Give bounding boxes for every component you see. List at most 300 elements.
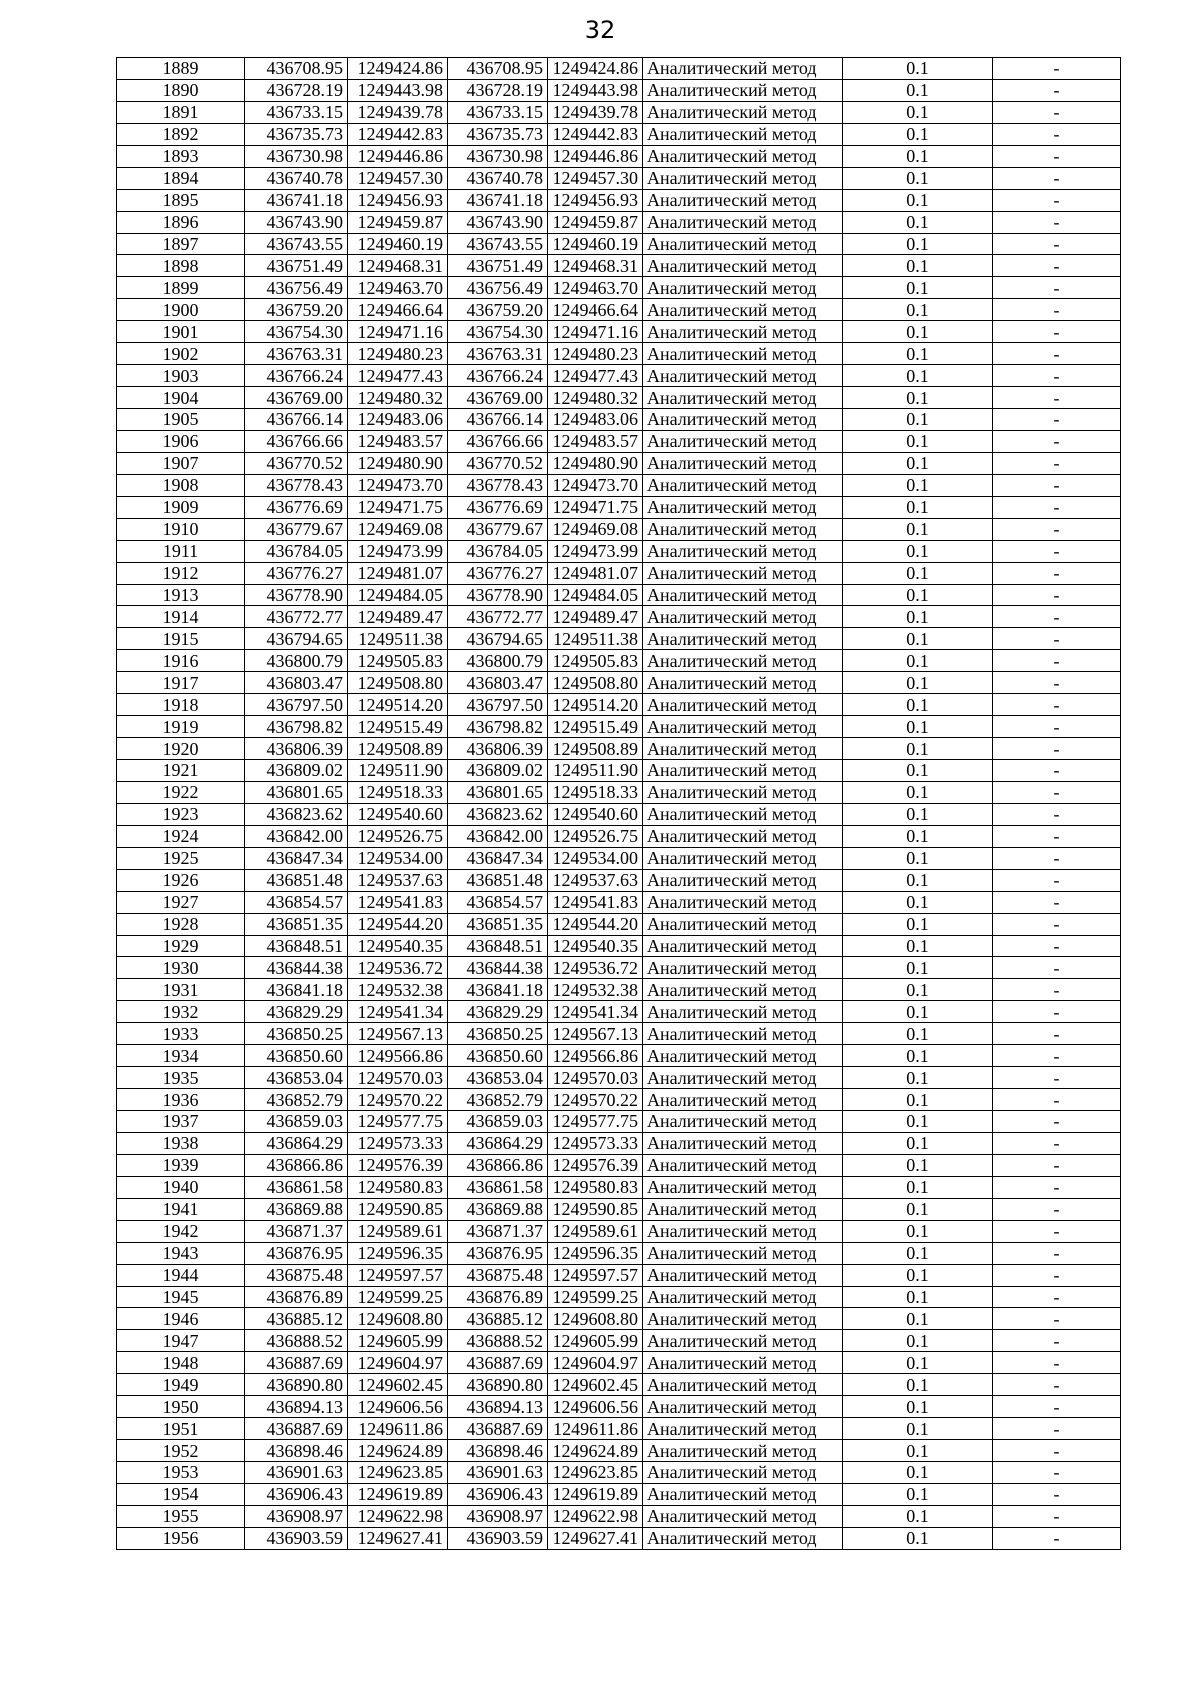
table-row bbox=[117, 1396, 1121, 1418]
point-number-cell: 1942 bbox=[117, 1220, 245, 1242]
x-coordinate-cell: 436735.73 bbox=[245, 123, 348, 145]
x-coordinate-repeat-cell: 436885.12 bbox=[448, 1308, 548, 1330]
x-coordinate-repeat-cell: 436901.63 bbox=[448, 1462, 548, 1484]
accuracy-cell: 0.1 bbox=[843, 496, 993, 518]
point-number-cell: 1954 bbox=[117, 1483, 245, 1505]
x-coordinate-cell: 436848.51 bbox=[245, 935, 348, 957]
y-coordinate-cell: 1249540.35 bbox=[348, 935, 448, 957]
method-cell: Аналитический метод bbox=[643, 1176, 843, 1198]
point-number-cell: 1917 bbox=[117, 672, 245, 694]
method-cell: Аналитический метод bbox=[643, 1198, 843, 1220]
x-coordinate-cell: 436851.48 bbox=[245, 869, 348, 891]
y-coordinate-repeat-cell: 1249511.38 bbox=[548, 628, 643, 650]
note-cell: - bbox=[993, 1023, 1121, 1045]
method-cell: Аналитический метод bbox=[643, 233, 843, 255]
y-coordinate-cell: 1249473.99 bbox=[348, 540, 448, 562]
table-row bbox=[117, 387, 1121, 409]
x-coordinate-repeat-cell: 436876.89 bbox=[448, 1286, 548, 1308]
accuracy-cell: 0.1 bbox=[843, 1132, 993, 1154]
y-coordinate-cell: 1249540.60 bbox=[348, 803, 448, 825]
y-coordinate-repeat-cell: 1249540.35 bbox=[548, 935, 643, 957]
x-coordinate-repeat-cell: 436887.69 bbox=[448, 1352, 548, 1374]
table-row bbox=[117, 277, 1121, 299]
x-coordinate-repeat-cell: 436735.73 bbox=[448, 123, 548, 145]
note-cell: - bbox=[993, 540, 1121, 562]
method-cell: Аналитический метод bbox=[643, 1462, 843, 1484]
x-coordinate-repeat-cell: 436754.30 bbox=[448, 321, 548, 343]
point-number-cell: 1953 bbox=[117, 1462, 245, 1484]
x-coordinate-cell: 436908.97 bbox=[245, 1505, 348, 1527]
accuracy-cell: 0.1 bbox=[843, 409, 993, 431]
y-coordinate-cell: 1249570.03 bbox=[348, 1067, 448, 1089]
x-coordinate-repeat-cell: 436743.90 bbox=[448, 211, 548, 233]
method-cell: Аналитический метод bbox=[643, 825, 843, 847]
point-number-cell: 1951 bbox=[117, 1418, 245, 1440]
note-cell: - bbox=[993, 299, 1121, 321]
x-coordinate-cell: 436829.29 bbox=[245, 1001, 348, 1023]
point-number-cell: 1956 bbox=[117, 1527, 245, 1549]
point-number-cell: 1950 bbox=[117, 1396, 245, 1418]
y-coordinate-repeat-cell: 1249480.90 bbox=[548, 452, 643, 474]
x-coordinate-cell: 436759.20 bbox=[245, 299, 348, 321]
method-cell: Аналитический метод bbox=[643, 1132, 843, 1154]
x-coordinate-repeat-cell: 436841.18 bbox=[448, 979, 548, 1001]
table-row bbox=[117, 58, 1121, 80]
note-cell: - bbox=[993, 1264, 1121, 1286]
accuracy-cell: 0.1 bbox=[843, 167, 993, 189]
y-coordinate-repeat-cell: 1249489.47 bbox=[548, 606, 643, 628]
y-coordinate-cell: 1249466.64 bbox=[348, 299, 448, 321]
accuracy-cell: 0.1 bbox=[843, 1330, 993, 1352]
accuracy-cell: 0.1 bbox=[843, 277, 993, 299]
y-coordinate-repeat-cell: 1249473.70 bbox=[548, 474, 643, 496]
x-coordinate-cell: 436800.79 bbox=[245, 650, 348, 672]
point-number-cell: 1911 bbox=[117, 540, 245, 562]
note-cell: - bbox=[993, 277, 1121, 299]
x-coordinate-repeat-cell: 436894.13 bbox=[448, 1396, 548, 1418]
accuracy-cell: 0.1 bbox=[843, 299, 993, 321]
y-coordinate-cell: 1249573.33 bbox=[348, 1132, 448, 1154]
method-cell: Аналитический метод bbox=[643, 1264, 843, 1286]
point-number-cell: 1915 bbox=[117, 628, 245, 650]
note-cell: - bbox=[993, 716, 1121, 738]
note-cell: - bbox=[993, 1001, 1121, 1023]
accuracy-cell: 0.1 bbox=[843, 540, 993, 562]
y-coordinate-repeat-cell: 1249544.20 bbox=[548, 913, 643, 935]
x-coordinate-repeat-cell: 436770.52 bbox=[448, 452, 548, 474]
x-coordinate-repeat-cell: 436728.19 bbox=[448, 79, 548, 101]
point-number-cell: 1939 bbox=[117, 1154, 245, 1176]
x-coordinate-repeat-cell: 436829.29 bbox=[448, 1001, 548, 1023]
x-coordinate-cell: 436906.43 bbox=[245, 1483, 348, 1505]
note-cell: - bbox=[993, 474, 1121, 496]
x-coordinate-cell: 436740.78 bbox=[245, 167, 348, 189]
accuracy-cell: 0.1 bbox=[843, 1220, 993, 1242]
y-coordinate-cell: 1249599.25 bbox=[348, 1286, 448, 1308]
accuracy-cell: 0.1 bbox=[843, 1089, 993, 1111]
y-coordinate-repeat-cell: 1249469.08 bbox=[548, 518, 643, 540]
x-coordinate-repeat-cell: 436864.29 bbox=[448, 1132, 548, 1154]
point-number-cell: 1902 bbox=[117, 343, 245, 365]
table-row bbox=[117, 233, 1121, 255]
x-coordinate-cell: 436850.25 bbox=[245, 1023, 348, 1045]
method-cell: Аналитический метод bbox=[643, 167, 843, 189]
y-coordinate-cell: 1249471.16 bbox=[348, 321, 448, 343]
table-row bbox=[117, 935, 1121, 957]
table-row bbox=[117, 781, 1121, 803]
x-coordinate-repeat-cell: 436850.25 bbox=[448, 1023, 548, 1045]
note-cell: - bbox=[993, 189, 1121, 211]
note-cell: - bbox=[993, 1330, 1121, 1352]
y-coordinate-cell: 1249459.87 bbox=[348, 211, 448, 233]
x-coordinate-repeat-cell: 436740.78 bbox=[448, 167, 548, 189]
note-cell: - bbox=[993, 760, 1121, 782]
y-coordinate-repeat-cell: 1249570.03 bbox=[548, 1067, 643, 1089]
x-coordinate-repeat-cell: 436842.00 bbox=[448, 825, 548, 847]
x-coordinate-cell: 436887.69 bbox=[245, 1352, 348, 1374]
note-cell: - bbox=[993, 1242, 1121, 1264]
note-cell: - bbox=[993, 584, 1121, 606]
x-coordinate-cell: 436851.35 bbox=[245, 913, 348, 935]
table-row bbox=[117, 518, 1121, 540]
accuracy-cell: 0.1 bbox=[843, 430, 993, 452]
accuracy-cell: 0.1 bbox=[843, 694, 993, 716]
y-coordinate-repeat-cell: 1249540.60 bbox=[548, 803, 643, 825]
y-coordinate-cell: 1249541.83 bbox=[348, 891, 448, 913]
y-coordinate-cell: 1249619.89 bbox=[348, 1483, 448, 1505]
x-coordinate-repeat-cell: 436766.66 bbox=[448, 430, 548, 452]
y-coordinate-repeat-cell: 1249622.98 bbox=[548, 1505, 643, 1527]
method-cell: Аналитический метод bbox=[643, 913, 843, 935]
method-cell: Аналитический метод bbox=[643, 1527, 843, 1549]
table-row bbox=[117, 123, 1121, 145]
point-number-cell: 1913 bbox=[117, 584, 245, 606]
point-number-cell: 1891 bbox=[117, 101, 245, 123]
note-cell: - bbox=[993, 847, 1121, 869]
note-cell: - bbox=[993, 123, 1121, 145]
note-cell: - bbox=[993, 694, 1121, 716]
y-coordinate-repeat-cell: 1249456.93 bbox=[548, 189, 643, 211]
y-coordinate-cell: 1249483.57 bbox=[348, 430, 448, 452]
x-coordinate-cell: 436776.69 bbox=[245, 496, 348, 518]
table-row bbox=[117, 167, 1121, 189]
accuracy-cell: 0.1 bbox=[843, 760, 993, 782]
x-coordinate-cell: 436859.03 bbox=[245, 1111, 348, 1133]
point-number-cell: 1955 bbox=[117, 1505, 245, 1527]
x-coordinate-cell: 436803.47 bbox=[245, 672, 348, 694]
table-row bbox=[117, 1132, 1121, 1154]
method-cell: Аналитический метод bbox=[643, 650, 843, 672]
point-number-cell: 1924 bbox=[117, 825, 245, 847]
note-cell: - bbox=[993, 1374, 1121, 1396]
y-coordinate-repeat-cell: 1249505.83 bbox=[548, 650, 643, 672]
note-cell: - bbox=[993, 781, 1121, 803]
note-cell: - bbox=[993, 1132, 1121, 1154]
y-coordinate-repeat-cell: 1249515.49 bbox=[548, 716, 643, 738]
x-coordinate-cell: 436756.49 bbox=[245, 277, 348, 299]
accuracy-cell: 0.1 bbox=[843, 1352, 993, 1374]
x-coordinate-repeat-cell: 436779.67 bbox=[448, 518, 548, 540]
x-coordinate-cell: 436869.88 bbox=[245, 1198, 348, 1220]
accuracy-cell: 0.1 bbox=[843, 189, 993, 211]
x-coordinate-cell: 436854.57 bbox=[245, 891, 348, 913]
y-coordinate-cell: 1249471.75 bbox=[348, 496, 448, 518]
table-row bbox=[117, 1374, 1121, 1396]
point-number-cell: 1946 bbox=[117, 1308, 245, 1330]
method-cell: Аналитический метод bbox=[643, 321, 843, 343]
table-row bbox=[117, 255, 1121, 277]
note-cell: - bbox=[993, 430, 1121, 452]
y-coordinate-cell: 1249566.86 bbox=[348, 1045, 448, 1067]
y-coordinate-cell: 1249483.06 bbox=[348, 409, 448, 431]
x-coordinate-repeat-cell: 436798.82 bbox=[448, 716, 548, 738]
note-cell: - bbox=[993, 1154, 1121, 1176]
note-cell: - bbox=[993, 1527, 1121, 1549]
y-coordinate-cell: 1249477.43 bbox=[348, 365, 448, 387]
x-coordinate-repeat-cell: 436772.77 bbox=[448, 606, 548, 628]
method-cell: Аналитический метод bbox=[643, 496, 843, 518]
y-coordinate-repeat-cell: 1249481.07 bbox=[548, 562, 643, 584]
method-cell: Аналитический метод bbox=[643, 1242, 843, 1264]
point-number-cell: 1940 bbox=[117, 1176, 245, 1198]
table-row bbox=[117, 452, 1121, 474]
table-row bbox=[117, 1440, 1121, 1462]
y-coordinate-repeat-cell: 1249480.32 bbox=[548, 387, 643, 409]
accuracy-cell: 0.1 bbox=[843, 672, 993, 694]
table-row bbox=[117, 1264, 1121, 1286]
point-number-cell: 1945 bbox=[117, 1286, 245, 1308]
note-cell: - bbox=[993, 1352, 1121, 1374]
x-coordinate-cell: 436778.43 bbox=[245, 474, 348, 496]
table-row bbox=[117, 957, 1121, 979]
point-number-cell: 1889 bbox=[117, 58, 245, 80]
y-coordinate-repeat-cell: 1249576.39 bbox=[548, 1154, 643, 1176]
table-row bbox=[117, 1462, 1121, 1484]
x-coordinate-repeat-cell: 436766.24 bbox=[448, 365, 548, 387]
x-coordinate-repeat-cell: 436869.88 bbox=[448, 1198, 548, 1220]
note-cell: - bbox=[993, 321, 1121, 343]
y-coordinate-repeat-cell: 1249484.05 bbox=[548, 584, 643, 606]
y-coordinate-repeat-cell: 1249605.99 bbox=[548, 1330, 643, 1352]
table-row bbox=[117, 803, 1121, 825]
y-coordinate-cell: 1249460.19 bbox=[348, 233, 448, 255]
note-cell: - bbox=[993, 518, 1121, 540]
table-row bbox=[117, 299, 1121, 321]
y-coordinate-cell: 1249627.41 bbox=[348, 1527, 448, 1549]
note-cell: - bbox=[993, 913, 1121, 935]
accuracy-cell: 0.1 bbox=[843, 957, 993, 979]
y-coordinate-repeat-cell: 1249589.61 bbox=[548, 1220, 643, 1242]
point-number-cell: 1952 bbox=[117, 1440, 245, 1462]
note-cell: - bbox=[993, 79, 1121, 101]
x-coordinate-repeat-cell: 436784.05 bbox=[448, 540, 548, 562]
x-coordinate-cell: 436888.52 bbox=[245, 1330, 348, 1352]
accuracy-cell: 0.1 bbox=[843, 1198, 993, 1220]
x-coordinate-cell: 436754.30 bbox=[245, 321, 348, 343]
y-coordinate-cell: 1249508.80 bbox=[348, 672, 448, 694]
x-coordinate-repeat-cell: 436778.90 bbox=[448, 584, 548, 606]
y-coordinate-repeat-cell: 1249471.75 bbox=[548, 496, 643, 518]
method-cell: Аналитический метод bbox=[643, 694, 843, 716]
x-coordinate-repeat-cell: 436875.48 bbox=[448, 1264, 548, 1286]
x-coordinate-cell: 436861.58 bbox=[245, 1176, 348, 1198]
y-coordinate-repeat-cell: 1249460.19 bbox=[548, 233, 643, 255]
x-coordinate-cell: 436853.04 bbox=[245, 1067, 348, 1089]
method-cell: Аналитический метод bbox=[643, 343, 843, 365]
y-coordinate-cell: 1249623.85 bbox=[348, 1462, 448, 1484]
accuracy-cell: 0.1 bbox=[843, 1440, 993, 1462]
method-cell: Аналитический метод bbox=[643, 101, 843, 123]
method-cell: Аналитический метод bbox=[643, 1483, 843, 1505]
note-cell: - bbox=[993, 562, 1121, 584]
x-coordinate-cell: 436728.19 bbox=[245, 79, 348, 101]
y-coordinate-repeat-cell: 1249590.85 bbox=[548, 1198, 643, 1220]
method-cell: Аналитический метод bbox=[643, 716, 843, 738]
point-number-cell: 1898 bbox=[117, 255, 245, 277]
point-number-cell: 1893 bbox=[117, 145, 245, 167]
note-cell: - bbox=[993, 1176, 1121, 1198]
note-cell: - bbox=[993, 58, 1121, 80]
accuracy-cell: 0.1 bbox=[843, 387, 993, 409]
x-coordinate-cell: 436850.60 bbox=[245, 1045, 348, 1067]
y-coordinate-repeat-cell: 1249596.35 bbox=[548, 1242, 643, 1264]
note-cell: - bbox=[993, 1111, 1121, 1133]
table-row bbox=[117, 913, 1121, 935]
accuracy-cell: 0.1 bbox=[843, 803, 993, 825]
x-coordinate-cell: 436864.29 bbox=[245, 1132, 348, 1154]
x-coordinate-repeat-cell: 436769.00 bbox=[448, 387, 548, 409]
y-coordinate-cell: 1249484.05 bbox=[348, 584, 448, 606]
method-cell: Аналитический метод bbox=[643, 1418, 843, 1440]
x-coordinate-cell: 436769.00 bbox=[245, 387, 348, 409]
point-number-cell: 1906 bbox=[117, 430, 245, 452]
x-coordinate-repeat-cell: 436866.86 bbox=[448, 1154, 548, 1176]
note-cell: - bbox=[993, 738, 1121, 760]
method-cell: Аналитический метод bbox=[643, 760, 843, 782]
y-coordinate-cell: 1249489.47 bbox=[348, 606, 448, 628]
table-row bbox=[117, 321, 1121, 343]
table-row bbox=[117, 145, 1121, 167]
accuracy-cell: 0.1 bbox=[843, 584, 993, 606]
y-coordinate-cell: 1249480.90 bbox=[348, 452, 448, 474]
point-number-cell: 1933 bbox=[117, 1023, 245, 1045]
y-coordinate-repeat-cell: 1249573.33 bbox=[548, 1132, 643, 1154]
y-coordinate-cell: 1249604.97 bbox=[348, 1352, 448, 1374]
table-row bbox=[117, 1111, 1121, 1133]
point-number-cell: 1908 bbox=[117, 474, 245, 496]
point-number-cell: 1943 bbox=[117, 1242, 245, 1264]
x-coordinate-cell: 436847.34 bbox=[245, 847, 348, 869]
x-coordinate-cell: 436875.48 bbox=[245, 1264, 348, 1286]
point-number-cell: 1922 bbox=[117, 781, 245, 803]
note-cell: - bbox=[993, 255, 1121, 277]
note-cell: - bbox=[993, 1089, 1121, 1111]
x-coordinate-cell: 436751.49 bbox=[245, 255, 348, 277]
y-coordinate-repeat-cell: 1249580.83 bbox=[548, 1176, 643, 1198]
x-coordinate-repeat-cell: 436766.14 bbox=[448, 409, 548, 431]
note-cell: - bbox=[993, 672, 1121, 694]
method-cell: Аналитический метод bbox=[643, 540, 843, 562]
point-number-cell: 1920 bbox=[117, 738, 245, 760]
note-cell: - bbox=[993, 803, 1121, 825]
method-cell: Аналитический метод bbox=[643, 1220, 843, 1242]
y-coordinate-repeat-cell: 1249532.38 bbox=[548, 979, 643, 1001]
y-coordinate-cell: 1249537.63 bbox=[348, 869, 448, 891]
table-row bbox=[117, 1242, 1121, 1264]
y-coordinate-repeat-cell: 1249627.41 bbox=[548, 1527, 643, 1549]
table-body bbox=[117, 58, 1121, 1550]
method-cell: Аналитический метод bbox=[643, 1023, 843, 1045]
y-coordinate-repeat-cell: 1249597.57 bbox=[548, 1264, 643, 1286]
y-coordinate-repeat-cell: 1249480.23 bbox=[548, 343, 643, 365]
point-number-cell: 1929 bbox=[117, 935, 245, 957]
x-coordinate-cell: 436770.52 bbox=[245, 452, 348, 474]
point-number-cell: 1928 bbox=[117, 913, 245, 935]
point-number-cell: 1936 bbox=[117, 1089, 245, 1111]
method-cell: Аналитический метод bbox=[643, 1286, 843, 1308]
y-coordinate-cell: 1249514.20 bbox=[348, 694, 448, 716]
table-row bbox=[117, 606, 1121, 628]
point-number-cell: 1938 bbox=[117, 1132, 245, 1154]
point-number-cell: 1907 bbox=[117, 452, 245, 474]
point-number-cell: 1914 bbox=[117, 606, 245, 628]
point-number-cell: 1926 bbox=[117, 869, 245, 891]
note-cell: - bbox=[993, 935, 1121, 957]
point-number-cell: 1900 bbox=[117, 299, 245, 321]
x-coordinate-cell: 436779.67 bbox=[245, 518, 348, 540]
table-row bbox=[117, 1067, 1121, 1089]
y-coordinate-repeat-cell: 1249463.70 bbox=[548, 277, 643, 299]
point-number-cell: 1904 bbox=[117, 387, 245, 409]
method-cell: Аналитический метод bbox=[643, 1505, 843, 1527]
point-number-cell: 1948 bbox=[117, 1352, 245, 1374]
point-number-cell: 1890 bbox=[117, 79, 245, 101]
method-cell: Аналитический метод bbox=[643, 1045, 843, 1067]
y-coordinate-cell: 1249480.23 bbox=[348, 343, 448, 365]
table-row bbox=[117, 1198, 1121, 1220]
point-number-cell: 1941 bbox=[117, 1198, 245, 1220]
method-cell: Аналитический метод bbox=[643, 672, 843, 694]
accuracy-cell: 0.1 bbox=[843, 1505, 993, 1527]
y-coordinate-repeat-cell: 1249537.63 bbox=[548, 869, 643, 891]
y-coordinate-cell: 1249608.80 bbox=[348, 1308, 448, 1330]
table-row bbox=[117, 1154, 1121, 1176]
y-coordinate-repeat-cell: 1249459.87 bbox=[548, 211, 643, 233]
accuracy-cell: 0.1 bbox=[843, 79, 993, 101]
table-row bbox=[117, 211, 1121, 233]
x-coordinate-cell: 436733.15 bbox=[245, 101, 348, 123]
x-coordinate-repeat-cell: 436850.60 bbox=[448, 1045, 548, 1067]
method-cell: Аналитический метод bbox=[643, 1374, 843, 1396]
note-cell: - bbox=[993, 1220, 1121, 1242]
point-number-cell: 1919 bbox=[117, 716, 245, 738]
method-cell: Аналитический метод bbox=[643, 628, 843, 650]
method-cell: Аналитический метод bbox=[643, 255, 843, 277]
x-coordinate-cell: 436772.77 bbox=[245, 606, 348, 628]
x-coordinate-cell: 436887.69 bbox=[245, 1418, 348, 1440]
y-coordinate-cell: 1249605.99 bbox=[348, 1330, 448, 1352]
x-coordinate-cell: 436798.82 bbox=[245, 716, 348, 738]
point-number-cell: 1916 bbox=[117, 650, 245, 672]
x-coordinate-cell: 436784.05 bbox=[245, 540, 348, 562]
table-row bbox=[117, 1220, 1121, 1242]
y-coordinate-repeat-cell: 1249439.78 bbox=[548, 101, 643, 123]
method-cell: Аналитический метод bbox=[643, 738, 843, 760]
method-cell: Аналитический метод bbox=[643, 387, 843, 409]
table-row bbox=[117, 496, 1121, 518]
x-coordinate-cell: 436763.31 bbox=[245, 343, 348, 365]
x-coordinate-cell: 436876.89 bbox=[245, 1286, 348, 1308]
